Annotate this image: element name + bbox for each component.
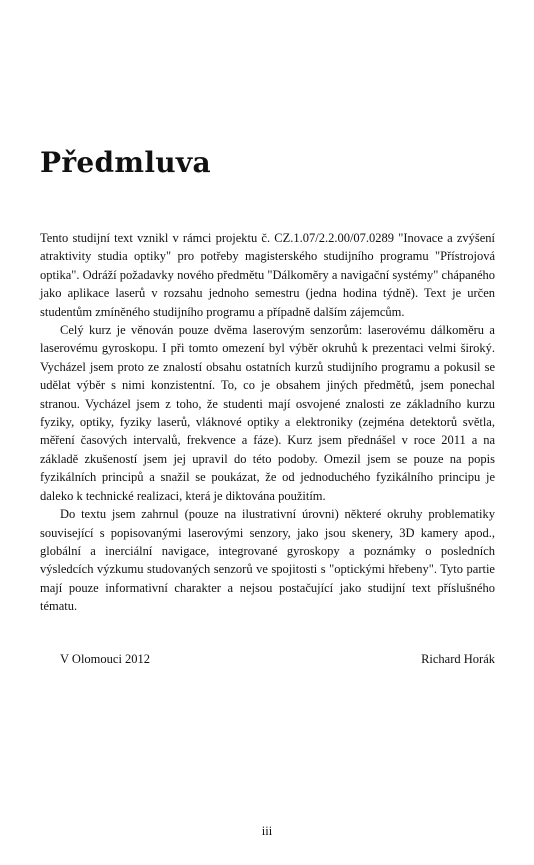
paragraph-3: Do textu jsem zahrnul (pouze na ilustrativní úrovni) některé okruhy problematiky související s popisovanými laserovými senzory, jako jsou skenery, 3D kamery apod., globální a inerciální navigace, integrované gyroskopy a poznámky o posledních výsledcích výzkumu studovaných senzorů ve spojitosti s "optickými hřebeny". Tyto partie mají pouze informativní charakter a nejsou postačující jako studijní text příslušného tématu. (40, 507, 495, 614)
signature-line (60, 652, 495, 667)
page-title: Předmluva (40, 146, 211, 179)
author-name: Richard Horák (421, 652, 495, 666)
page-number: iii (261, 824, 273, 838)
paragraph-2: Celý kurz je věnován pouze dvěma laserovým senzorům: laserovému dálkoměru a laserovému gyroskopu. I při tomto omezení byl výběr okruhů k prezentaci velmi široký. Vycházel jsem proto ze znalostí obsahu ostatních kurzů studijního programu a pokusil se udělat výběr s nimi konzistentní. To, co je obsahem jiných předmětů, jsem ponechal stranou. Vycházel jsem z toho, že studenti mají osvojené znalosti ze základního kurzu fyziky, optiky, fyziky laserů, vláknové optiky a elektroniky (zejména detektorů světla, měření časových intervalů, frekvence a fáze). Kurz jsem přednášel v roce 2011 a na základě zkušeností jsem jej upravil do této podoby. Omezil jsem se pouze na popis fyzikálních principů a snažil se poukázat, že od jednoduchého fyzikálního principu je daleko k technické realizaci, která je diktována použitím. (40, 323, 495, 503)
preface-body (40, 229, 495, 616)
paragraph-1: Tento studijní text vznikl v rámci projektu č. CZ.1.07/2.2.00/07.0289 "Inovace a zvýšení atraktivity studia optiky" pro potřeby magisterského studijního programu "Přístrojová optika". Odráží požadavky nového předmětu "Dálkoměry a navigační systémy" chápaného jako aplikace laserů v rozsahu jednoho semestru (jedna hodina týdně). Text je určen studentům zmíněného studijního programu a případně dalším zájemcům. (40, 231, 495, 319)
place-date: V Olomouci 2012 (60, 652, 151, 666)
